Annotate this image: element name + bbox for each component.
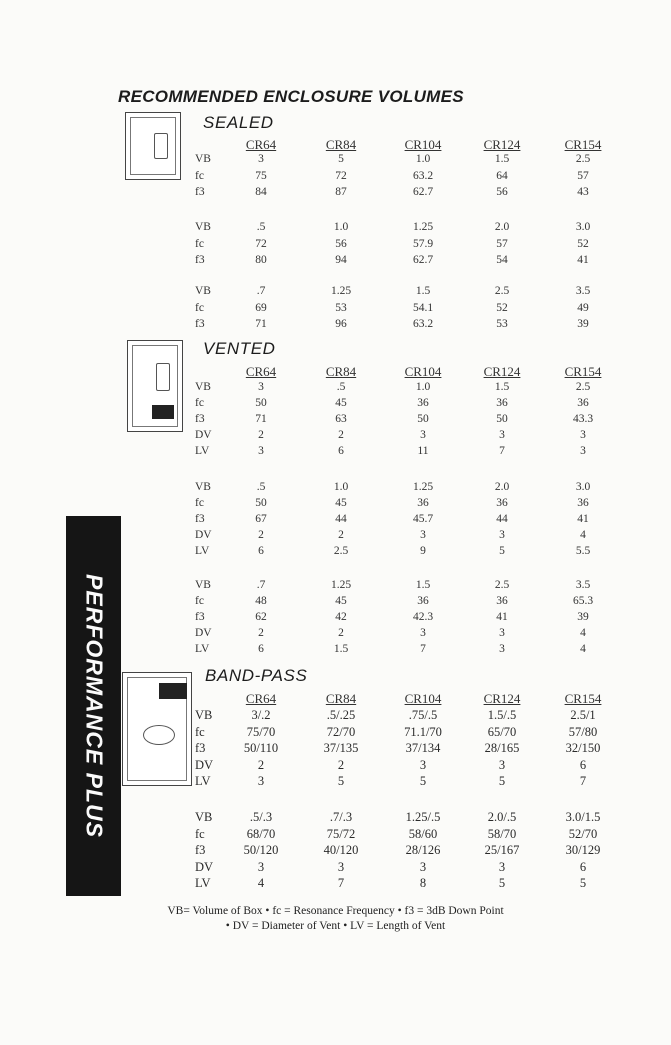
table-cell: 1.25/.5 [405, 810, 441, 824]
table-cell: 2.0 [494, 221, 510, 233]
page-title: RECOMMENDED ENCLOSURE VOLUMES [118, 87, 464, 106]
row-label: fc [195, 724, 205, 739]
table-cell: 80 [255, 254, 267, 266]
table-cell: 3.5 [575, 579, 591, 591]
table-cell: 6 [258, 545, 264, 557]
table-cell: 36 [496, 397, 508, 409]
table-cell: 2 [338, 429, 344, 441]
table-cell: 87 [335, 186, 347, 198]
table-cell: 50 [255, 497, 267, 509]
row-label: DV [195, 757, 214, 772]
row-label: DV [195, 529, 212, 541]
table-cell: 84 [255, 186, 267, 198]
column-header: CR154 [564, 691, 602, 706]
table-cell: 2.0/.5 [487, 810, 517, 824]
table-cell: 4 [580, 529, 586, 541]
row-label: VB [195, 481, 211, 493]
table-cell: 43 [577, 186, 589, 198]
row-label: f3 [195, 611, 205, 623]
table-cell: 71 [255, 413, 267, 425]
row-label: f3 [195, 186, 205, 198]
table-cell: 1.25 [412, 221, 434, 233]
table-cell: 52 [577, 237, 589, 250]
legend-line-2: • DV = Diameter of Vent • LV = Length of Vent [225, 920, 446, 932]
table-cell: 36 [417, 595, 429, 607]
row-label: fc [195, 595, 204, 607]
row-label: VB [195, 285, 211, 297]
table-cell: 2 [258, 529, 264, 541]
table-cell: .7 [256, 285, 266, 297]
column-header: CR124 [483, 137, 521, 152]
row-label: LV [195, 545, 210, 557]
table-cell: 56 [496, 186, 508, 198]
table-cell: 2.5 [575, 381, 591, 393]
row-label: f3 [195, 741, 206, 755]
table-cell: 3 [258, 153, 264, 165]
table-cell: 8 [419, 876, 427, 890]
table-cell: 42.3 [412, 611, 434, 623]
table-cell: 43.3 [572, 413, 594, 425]
table-cell: 57 [496, 237, 508, 250]
column-header: CR104 [404, 364, 442, 379]
table-cell: .5/.3 [249, 810, 273, 824]
table-cell: 3 [419, 757, 427, 772]
table-cell: 67 [255, 513, 267, 525]
table-cell: 50/120 [243, 843, 279, 857]
table-cell: 58/70 [487, 826, 517, 841]
row-label: f3 [195, 318, 205, 330]
table-cell: 75/72 [326, 826, 356, 841]
table-cell: 36 [577, 497, 589, 509]
row-label: VB [195, 579, 211, 591]
table-cell: 1.5 [415, 285, 431, 297]
table-cell: 63 [335, 413, 347, 425]
column-header: CR84 [325, 364, 357, 379]
table-cell: 69 [255, 301, 267, 314]
table-cell: 3.0 [575, 221, 591, 233]
table-cell: 3.0 [575, 481, 591, 493]
row-label: DV [195, 429, 212, 441]
table-cell: 3 [499, 429, 505, 441]
table-cell: 71 [255, 318, 267, 330]
table-cell: 3 [420, 429, 426, 441]
table-cell: 3 [257, 859, 265, 874]
table-cell: 2 [258, 429, 264, 441]
table-cell: 62.7 [412, 186, 434, 198]
table-cell: 48 [255, 595, 267, 607]
table-cell: 36 [496, 497, 508, 509]
table-cell: 44 [496, 513, 508, 525]
table-cell: 65/70 [487, 724, 517, 739]
table-cell: 2.5 [494, 285, 510, 297]
table-cell: 2 [337, 757, 345, 772]
table-cell: 3 [498, 859, 506, 874]
table-cell: 2 [258, 627, 264, 639]
table-cell: 7 [579, 774, 587, 788]
table-cell: 50/110 [243, 741, 279, 755]
table-cell: 2.5/1 [570, 708, 596, 722]
table-cell: 44 [335, 513, 347, 525]
table-cell: 58/60 [408, 826, 438, 841]
table-cell: 5 [498, 876, 506, 890]
table-cell: 28/165 [484, 741, 520, 755]
table-cell: 1.5 [494, 381, 510, 393]
vented-enclosure-illustration [127, 340, 183, 432]
table-cell: 2.5 [575, 153, 591, 165]
table-cell: 75 [255, 169, 267, 182]
table-cell: 57 [577, 169, 589, 182]
table-cell: 1.5 [494, 153, 510, 165]
table-cell: 11 [417, 445, 429, 457]
table-cell: 45 [335, 397, 347, 409]
table-cell: 2 [338, 529, 344, 541]
section-title-vented: VENTED [203, 339, 276, 358]
table-cell: 2 [257, 757, 265, 772]
column-header: CR64 [245, 691, 277, 706]
table-cell: 53 [496, 318, 508, 330]
column-header: CR154 [564, 364, 602, 379]
row-label: LV [195, 643, 210, 655]
legend-line-1: VB= Volume of Box • fc = Resonance Frequency • f3 = 3dB Down Point [167, 905, 504, 917]
table-cell: 36 [577, 397, 589, 409]
table-cell: 3 [419, 859, 427, 874]
row-label: f3 [195, 513, 205, 525]
table-cell: 45.7 [412, 513, 434, 525]
table-cell: 50 [496, 413, 508, 425]
row-label: DV [195, 859, 214, 874]
table-cell: 57/80 [568, 724, 598, 739]
table-cell: 9 [420, 545, 426, 557]
table-cell: 3 [337, 859, 345, 874]
table-cell: 32/150 [565, 741, 601, 755]
table-cell: 36 [417, 397, 429, 409]
table-cell: 3 [499, 643, 505, 655]
table-cell: 1.5 [415, 579, 431, 591]
sealed-enclosure-illustration [125, 112, 181, 180]
table-cell: 53 [335, 301, 347, 314]
table-cell: 57.9 [412, 237, 434, 250]
table-cell: 3 [258, 381, 264, 393]
column-header: CR124 [483, 364, 521, 379]
row-label: DV [195, 627, 212, 639]
table-cell: 45 [335, 497, 347, 509]
table-cell: 72/70 [326, 724, 356, 739]
section-title-band-pass: BAND-PASS [205, 666, 308, 685]
table-cell: 3.5 [575, 285, 591, 297]
table-cell: 6 [338, 445, 344, 457]
column-header: CR154 [564, 137, 602, 152]
table-cell: 4 [257, 876, 265, 890]
column-header: CR64 [245, 137, 277, 152]
table-cell: .7/.3 [329, 810, 353, 824]
table-cell: 30/129 [565, 843, 601, 857]
table-cell: 25/167 [484, 843, 520, 857]
table-cell: 1.25 [330, 579, 352, 591]
table-cell: 39 [577, 318, 589, 330]
table-cell: 3 [498, 757, 506, 772]
row-label: fc [195, 301, 204, 314]
row-label: VB [195, 708, 213, 722]
table-cell: 6 [258, 643, 264, 655]
table-cell: 5 [419, 774, 427, 788]
table-cell: .5/.25 [326, 708, 356, 722]
table-cell: 63.2 [412, 169, 434, 182]
row-label: f3 [195, 843, 206, 857]
row-label: fc [195, 497, 204, 509]
column-header: CR104 [404, 691, 442, 706]
table-cell: .5 [336, 381, 346, 393]
row-label: VB [195, 381, 211, 393]
table-cell: 7 [499, 445, 505, 457]
table-cell: 7 [420, 643, 426, 655]
table-cell: 5 [499, 545, 505, 557]
table-cell: 62.7 [412, 254, 434, 266]
table-cell: 72 [255, 237, 267, 250]
table-cell: 62 [255, 611, 267, 623]
table-cell: 1.0 [333, 481, 349, 493]
table-cell: 72 [335, 169, 347, 182]
column-header: CR84 [325, 137, 357, 152]
table-cell: 41 [577, 254, 589, 266]
table-cell: 36 [496, 595, 508, 607]
table-cell: 2.5 [333, 545, 349, 557]
table-cell: 64 [496, 169, 508, 182]
table-cell: 65.3 [572, 595, 594, 607]
table-cell: 49 [577, 301, 589, 314]
table-cell: 37/135 [323, 741, 359, 755]
table-cell: 1.0 [333, 221, 349, 233]
table-cell: 3/.2 [251, 708, 271, 722]
table-cell: 39 [577, 611, 589, 623]
table-cell: 3 [258, 445, 264, 457]
row-label: LV [195, 445, 210, 457]
table-cell: .7 [256, 579, 266, 591]
table-cell: 28/126 [405, 843, 441, 857]
table-cell: 4 [580, 643, 586, 655]
table-cell: 75/70 [246, 724, 276, 739]
table-cell: 2.5 [494, 579, 510, 591]
row-label: VB [195, 810, 213, 824]
table-cell: 56 [335, 237, 347, 250]
bandpass-enclosure-illustration [122, 672, 192, 786]
section-title-sealed: SEALED [203, 113, 274, 132]
table-cell: 1.5 [333, 643, 349, 655]
table-cell: .75/.5 [408, 708, 438, 722]
table-cell: 96 [335, 318, 347, 330]
table-cell: 71.1/70 [404, 724, 442, 739]
column-header: CR64 [245, 364, 277, 379]
table-cell: 94 [335, 254, 347, 266]
table-cell: 1.5/.5 [487, 708, 517, 722]
row-label: VB [195, 221, 211, 233]
table-cell: 7 [337, 876, 345, 890]
row-label: fc [195, 169, 204, 182]
table-cell: 4 [580, 627, 586, 639]
table-cell: 1.0 [415, 381, 431, 393]
table-cell: 1.0 [415, 153, 431, 165]
table-cell: 54.1 [412, 301, 434, 314]
table-cell: 45 [335, 595, 347, 607]
table-cell: 1.25 [412, 481, 434, 493]
table-cell: .5 [256, 221, 266, 233]
table-cell: 3 [580, 429, 586, 441]
table-cell: 5 [338, 153, 344, 165]
row-label: fc [195, 826, 205, 841]
table-cell: 52 [496, 301, 508, 314]
table-cell: 2 [338, 627, 344, 639]
table-cell: 5 [579, 876, 587, 890]
table-cell: 3 [257, 774, 265, 788]
table-cell: 52/70 [568, 826, 598, 841]
table-cell: 5 [337, 774, 345, 788]
table-cell: 41 [496, 611, 508, 623]
table-cell: 50 [417, 413, 429, 425]
table-cell: 1.25 [330, 285, 352, 297]
banner-text: PERFORMANCE PLUS [81, 574, 107, 838]
table-cell: .5 [256, 481, 266, 493]
table-cell: 3 [420, 529, 426, 541]
row-label: fc [195, 237, 204, 250]
table-cell: 2.0 [494, 481, 510, 493]
table-cell: 3.0/1.5 [565, 810, 601, 824]
table-cell: 5 [498, 774, 506, 788]
table-cell: 68/70 [246, 826, 276, 841]
row-label: f3 [195, 413, 205, 425]
row-label: fc [195, 397, 204, 409]
row-label: LV [195, 876, 211, 890]
table-cell: 36 [417, 497, 429, 509]
table-cell: 5.5 [575, 545, 591, 557]
table-cell: 3 [499, 529, 505, 541]
table-cell: 6 [579, 757, 587, 772]
table-cell: 50 [255, 397, 267, 409]
column-header: CR104 [404, 137, 442, 152]
table-cell: 3 [499, 627, 505, 639]
table-cell: 54 [496, 254, 508, 266]
table-cell: 40/120 [323, 843, 359, 857]
table-cell: 3 [580, 445, 586, 457]
row-label: LV [195, 774, 211, 788]
column-header: CR84 [325, 691, 357, 706]
table-cell: 42 [335, 611, 347, 623]
table-cell: 37/134 [405, 741, 441, 755]
row-label: VB [195, 153, 211, 165]
table-cell: 3 [420, 627, 426, 639]
column-header: CR124 [483, 691, 521, 706]
table-cell: 6 [579, 859, 587, 874]
table-cell: 41 [577, 513, 589, 525]
row-label: f3 [195, 254, 205, 266]
side-banner [66, 516, 121, 896]
table-cell: 63.2 [412, 318, 434, 330]
